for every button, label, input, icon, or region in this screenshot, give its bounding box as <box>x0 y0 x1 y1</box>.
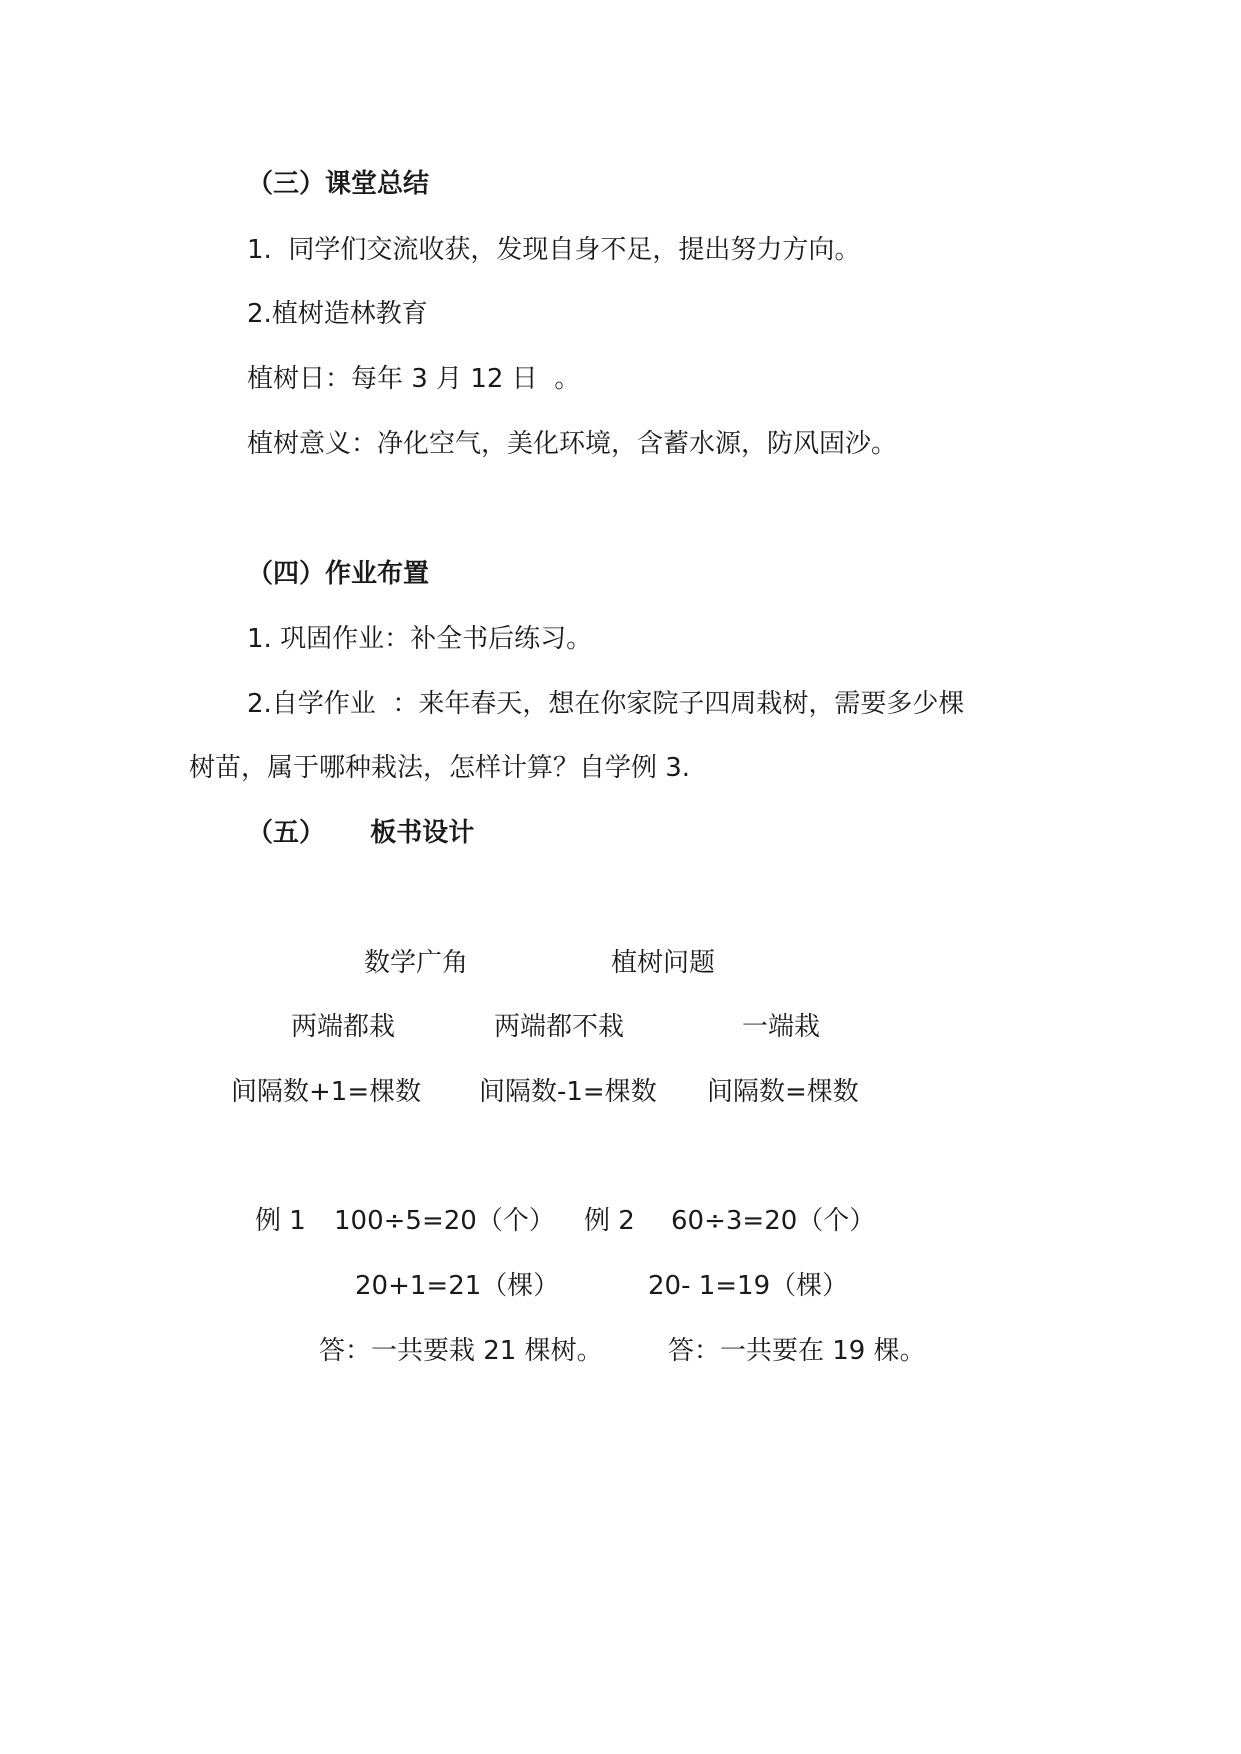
board-formula-no-ends: 间隔数-1=棵数 <box>479 1077 657 1107</box>
section-4-title: （四）作业布置 <box>247 559 430 589</box>
tree-day-text: 植树日：每年 3 月 12 日 。 <box>247 364 581 394</box>
board-case-both-ends: 两端都栽 <box>291 1012 396 1042</box>
board-formula-one-end: 间隔数=棵数 <box>707 1077 859 1107</box>
board-formula-both-ends: 间隔数+1=棵数 <box>231 1077 422 1107</box>
section-3-item-1: 1. 同学们交流收获，发现自身不足，提出努力方向。 <box>247 235 861 265</box>
section-3-item-2: 2.植树造林教育 <box>247 299 428 329</box>
section-5-title: （五） 板书设计 <box>247 818 475 848</box>
example-1-answer: 答：一共要栽 21 棵树。 <box>319 1336 603 1366</box>
section-3-title: （三）课堂总结 <box>247 169 430 199</box>
board-case-one-end: 一端栽 <box>742 1012 821 1042</box>
example-2-answer: 答：一共要在 19 棵。 <box>668 1336 926 1366</box>
example-2-step-2: 20- 1=19（棵） <box>648 1271 849 1301</box>
board-case-no-ends: 两端都不栽 <box>494 1012 625 1042</box>
section-4-item-2-line-2: 树苗，属于哪种栽法，怎样计算？自学例 3. <box>189 753 691 783</box>
example-1-step-1: 100÷5=20（个） <box>334 1206 555 1236</box>
example-2-step-1: 60÷3=20（个） <box>671 1206 876 1236</box>
example-2-label: 例 2 <box>584 1206 635 1236</box>
section-4-item-1: 1. 巩固作业：补全书后练习。 <box>247 624 593 654</box>
board-right-title: 植树问题 <box>611 948 716 978</box>
tree-meaning-text: 植树意义：净化空气，美化环境，含蓄水源，防风固沙。 <box>247 429 898 459</box>
board-left-title: 数学广角 <box>364 948 469 978</box>
example-1-label: 例 1 <box>255 1206 306 1236</box>
example-1-step-2: 20+1=21（棵） <box>355 1271 560 1301</box>
section-4-item-2-line-1: 2.自学作业 ：来年春天，想在你家院子四周栽树，需要多少棵 <box>247 689 965 719</box>
